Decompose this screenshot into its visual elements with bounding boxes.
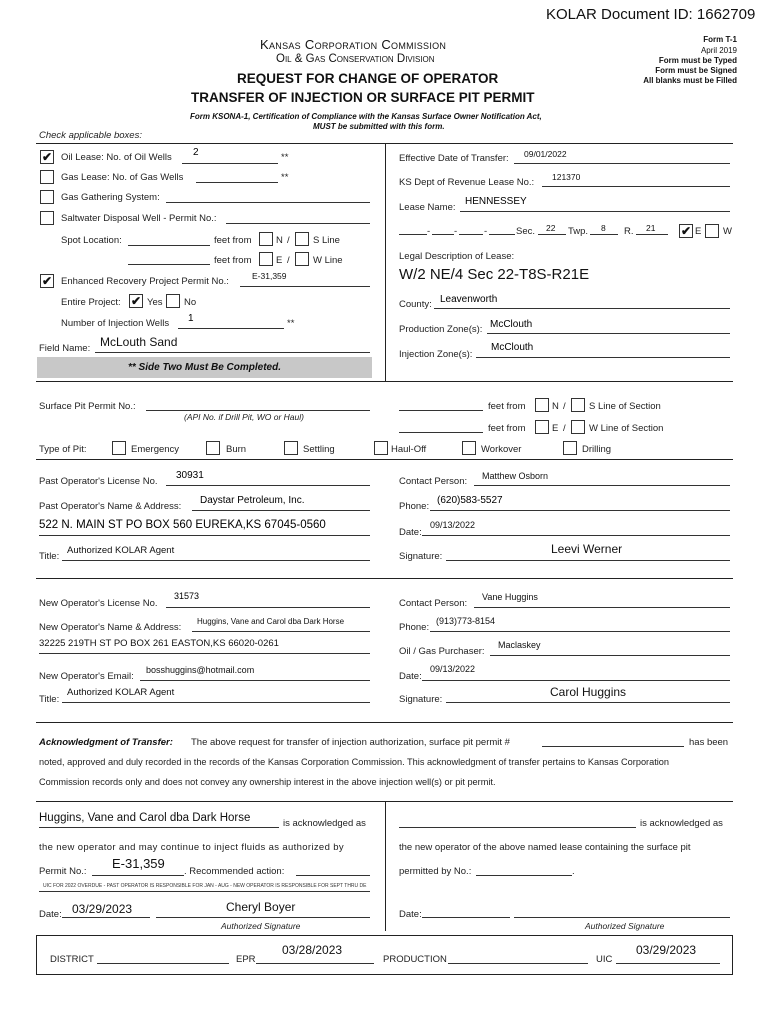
form-number: Form T-1	[703, 35, 737, 44]
saltwater-checkbox[interactable]	[40, 211, 54, 225]
oil-lease-checkbox[interactable]: ✔	[41, 150, 53, 164]
pit-w-checkbox[interactable]	[571, 420, 585, 434]
production-zone-value[interactable]: McClouth	[490, 319, 533, 330]
surface-pit-label: Surface Pit Permit No.:	[39, 401, 136, 412]
pit-e-checkbox[interactable]	[535, 420, 549, 434]
form-date: April 2019	[700, 46, 737, 55]
spot-n-label: N	[276, 235, 283, 246]
new-license-label: New Operator's License No.	[39, 598, 158, 609]
pit-type-emergency-label: Emergency	[131, 444, 180, 455]
qtr-line-2	[432, 234, 454, 235]
new-email-line	[140, 680, 370, 681]
range-e-label: E	[695, 226, 702, 237]
county-label: County:	[399, 299, 432, 310]
spot-e-label: E	[276, 255, 283, 266]
injection-zone-label: Injection Zone(s):	[399, 349, 473, 360]
range-label: R.	[624, 226, 634, 237]
injection-wells-line	[178, 328, 284, 329]
oil-wells-line	[182, 163, 278, 164]
spot-s-label: S Line	[313, 235, 340, 246]
ack-right-date-label: Date:	[399, 909, 422, 920]
past-contact-line	[474, 485, 730, 486]
form-subtitle-1: Form KSONA-1, Certification of Compliance with the Kansas Surface Owner Notification Act,	[190, 112, 542, 121]
ack-text-3: Commission records only and does not convey any ownership interest in the above injection well(s) or pit permit.	[39, 777, 496, 787]
ack-permit-no-line	[92, 875, 184, 876]
new-signature-value[interactable]: Carol Huggins	[550, 685, 627, 699]
ack-right-auth-sig: Authorized Signature	[585, 921, 665, 931]
epr-label: EPR	[236, 954, 256, 965]
section-bottom-rule	[36, 381, 733, 382]
ack-left-auth-sig: Authorized Signature	[221, 921, 301, 931]
spot-e-checkbox[interactable]	[259, 252, 273, 266]
ack-permit-value[interactable]: E-31,359	[112, 856, 165, 871]
oil-wells-value[interactable]: 2	[193, 147, 199, 158]
range-w-checkbox[interactable]	[705, 224, 719, 238]
past-name-value[interactable]: Daystar Petroleum, Inc.	[200, 495, 305, 506]
spot-w-label: W Line	[313, 255, 343, 266]
legal-description-label: Legal Description of Lease:	[399, 251, 515, 262]
document-id: KOLAR Document ID: 1662709	[546, 6, 756, 23]
ack-fine-print-line	[39, 891, 370, 892]
pit-type-emergency-checkbox[interactable]	[112, 441, 126, 455]
ack-text-1: The above request for transfer of injection authorization, surface pit permit #	[191, 737, 510, 748]
past-date-label: Date:	[399, 527, 422, 538]
injection-zone-value[interactable]: McClouth	[491, 342, 534, 353]
sec-line	[538, 234, 566, 235]
county-value[interactable]: Leavenworth	[440, 294, 498, 305]
new-license-value[interactable]: 31573	[174, 591, 200, 601]
ack-left-date-value[interactable]: 03/29/2023	[72, 902, 133, 916]
pit-s-checkbox[interactable]	[571, 398, 585, 412]
ack-has-been: has been	[689, 737, 729, 748]
division-name: Oil & Gas Conservation Division	[276, 53, 435, 65]
new-contact-label: Contact Person:	[399, 598, 468, 609]
ack-left-name-line	[39, 827, 279, 828]
pit-e-label: E	[552, 423, 559, 434]
production-label: PRODUCTION	[383, 954, 447, 965]
oil-lease-label: Oil Lease: No. of Oil Wells	[61, 152, 172, 163]
pit-type-hauloff-label: Haul-Off	[391, 444, 427, 455]
pit-ew-line	[399, 432, 483, 433]
new-email-value[interactable]: bosshuggins@hotmail.com	[146, 665, 255, 675]
form-subtitle-2: MUST be submitted with this form.	[313, 122, 445, 131]
uic-line	[616, 963, 720, 964]
slash-separator: /	[563, 401, 566, 412]
new-license-line	[166, 607, 370, 608]
oil-wells-stars: **	[281, 152, 289, 163]
production-zone-line	[487, 333, 730, 334]
county-line	[434, 308, 730, 309]
pit-w-label: W Line of Section	[589, 423, 664, 434]
range-value[interactable]: 21	[646, 223, 656, 233]
uic-label: UIC	[596, 954, 613, 965]
new-purchaser-value[interactable]: Maclaskey	[498, 640, 541, 650]
twp-line	[590, 234, 618, 235]
spot-ew-line	[128, 264, 210, 265]
spot-n-checkbox[interactable]	[259, 232, 273, 246]
slash-separator: /	[563, 423, 566, 434]
new-date-value[interactable]: 09/13/2022	[430, 664, 476, 674]
ack-text-2: noted, approved and duly recorded in the records of the Kansas Corporation Commission. This acknowledgment of transfer pertains to Kansas Corporation	[39, 757, 670, 767]
effective-date-line	[514, 163, 730, 164]
past-phone-line	[430, 510, 730, 511]
ack-left-is-acknowledged: is acknowledged as	[283, 818, 366, 829]
spot-ns-feet-from: feet from	[214, 235, 252, 246]
past-title-line	[62, 560, 370, 561]
form-note-signed: Form must be Signed	[655, 66, 737, 75]
new-email-label: New Operator's Email:	[39, 671, 134, 682]
section-divider	[385, 143, 386, 381]
past-name-line	[192, 510, 370, 511]
past-name-label: Past Operator's Name & Address:	[39, 501, 182, 512]
ack-left-date-line	[62, 917, 150, 918]
gas-gathering-line	[166, 202, 370, 203]
new-address-value[interactable]: 32225 219TH ST PO BOX 261 EASTON,KS 66020-0261	[39, 638, 279, 649]
ack-left-name[interactable]: Huggins, Vane and Carol dba Dark Horse	[39, 812, 251, 824]
pit-type-settling-label: Settling	[303, 444, 335, 455]
new-phone-value[interactable]: (913)773-8154	[436, 616, 496, 626]
form-note-filled: All blanks must be Filled	[643, 76, 737, 85]
pit-type-workover-checkbox[interactable]	[462, 441, 476, 455]
ack-left-sig-line	[156, 917, 370, 918]
legal-description-value[interactable]: W/2 NE/4 Sec 22-T8S-R21E	[399, 266, 590, 283]
spot-ns-line	[128, 245, 210, 246]
new-title-value[interactable]: Authorized KOLAR Agent	[67, 687, 175, 698]
form-title-2: TRANSFER OF INJECTION OR SURFACE PIT PERMIT	[191, 90, 535, 105]
uic-date[interactable]: 03/29/2023	[636, 943, 697, 957]
saltwater-line	[226, 223, 370, 224]
entire-yes-checkbox[interactable]: ✔	[130, 294, 142, 308]
api-note: (API No. if Drill Pit, WO or Haul)	[184, 412, 304, 422]
pit-n-checkbox[interactable]	[535, 398, 549, 412]
past-title-value[interactable]: Authorized KOLAR Agent	[67, 545, 175, 556]
past-title-label: Title:	[39, 551, 60, 562]
qtr-line-4	[489, 234, 515, 235]
entire-yes-label: Yes	[147, 297, 163, 308]
gas-gathering-checkbox[interactable]	[40, 190, 54, 204]
pit-type-workover-label: Workover	[481, 444, 522, 455]
past-license-label: Past Operator's License No.	[39, 476, 158, 487]
ack-split-divider	[385, 801, 386, 931]
pit-ns-feet-from: feet from	[488, 401, 526, 412]
past-date-value[interactable]: 09/13/2022	[430, 520, 476, 530]
past-bottom-rule	[36, 578, 733, 579]
ack-left-date-label: Date:	[39, 909, 62, 920]
field-name-value[interactable]: McLouth Sand	[100, 335, 178, 349]
entire-project-label: Entire Project:	[61, 297, 121, 308]
ack-permit-label: Permit No.:	[39, 866, 87, 877]
new-phone-line	[430, 631, 730, 632]
qtr-line-3	[459, 234, 483, 235]
ack-right-is-acknowledged: is acknowledged as	[640, 818, 723, 829]
ack-permitted-line	[476, 875, 572, 876]
injection-wells-value[interactable]: 1	[188, 313, 194, 324]
new-name-line	[192, 631, 370, 632]
entire-no-checkbox[interactable]	[166, 294, 180, 308]
ack-heading: Acknowledgment of Transfer:	[39, 737, 173, 748]
past-signature-value[interactable]: Leevi Werner	[551, 542, 623, 556]
enhanced-recovery-label: Enhanced Recovery Project Permit No.:	[61, 276, 229, 287]
period-mark: .	[572, 866, 575, 877]
ack-recommended-label: . Recommended action:	[184, 866, 285, 877]
range-e-checkbox[interactable]: ✔	[680, 224, 692, 238]
enhanced-permit-value[interactable]: E-31,359	[252, 271, 287, 281]
new-signature-label: Signature:	[399, 694, 443, 705]
injection-wells-stars: **	[287, 318, 295, 329]
qtr-dash: -	[427, 226, 431, 237]
ack-fine-print: UIC FOR 2022 OVERDUE - PAST OPERATOR IS RESPONSIBLE FOR JAN - AUG - NEW OPERATOR IS RESPONSIBLE FOR SEPT THRU DE	[43, 883, 367, 889]
new-phone-label: Phone:	[399, 622, 430, 633]
past-license-line	[166, 485, 370, 486]
new-purchaser-label: Oil / Gas Purchaser:	[399, 646, 485, 657]
twp-value[interactable]: 8	[601, 223, 606, 233]
injection-wells-label: Number of Injection Wells	[61, 318, 170, 329]
gas-wells-line	[196, 182, 278, 183]
new-signature-line	[446, 702, 730, 703]
spot-w-checkbox[interactable]	[295, 252, 309, 266]
check-boxes-label: Check applicable boxes:	[39, 130, 142, 141]
pit-type-settling-checkbox[interactable]	[284, 441, 298, 455]
ack-left-text: the new operator and may continue to inject fluids as authorized by	[39, 842, 344, 853]
production-line	[448, 963, 588, 964]
new-name-value[interactable]: Huggins, Vane and Carol dba Dark Horse	[197, 617, 345, 626]
side-two-banner	[37, 357, 372, 378]
past-signature-label: Signature:	[399, 551, 443, 562]
sec-label: Sec.	[516, 226, 536, 237]
form-title-1: REQUEST FOR CHANGE OF OPERATOR	[237, 71, 499, 86]
new-contact-value[interactable]: Vane Huggins	[482, 592, 538, 602]
pit-type-hauloff-checkbox[interactable]	[374, 441, 388, 455]
effective-date-label: Effective Date of Transfer:	[399, 153, 509, 164]
twp-label: Twp.	[568, 226, 589, 237]
saltwater-label: Saltwater Disposal Well - Permit No.:	[61, 213, 217, 224]
pit-s-label: S Line of Section	[589, 401, 661, 412]
pit-type-burn-checkbox[interactable]	[206, 441, 220, 455]
slash-separator: /	[287, 255, 290, 266]
gas-wells-stars: **	[281, 172, 289, 183]
pit-ew-feet-from: feet from	[488, 423, 526, 434]
ack-permit-line	[542, 746, 684, 747]
new-purchaser-line	[490, 655, 730, 656]
new-name-label: New Operator's Name & Address:	[39, 622, 182, 633]
pit-type-drilling-label: Drilling	[582, 444, 612, 455]
injection-zone-line	[476, 357, 730, 358]
new-bottom-rule	[36, 722, 733, 723]
new-contact-line	[474, 607, 730, 608]
ack-right-sig-line	[514, 917, 730, 918]
past-signature-line	[446, 560, 730, 561]
new-title-line	[62, 702, 370, 703]
side-two-text: ** Side Two Must Be Completed.	[128, 362, 281, 373]
past-address-line	[39, 535, 370, 536]
past-date-line	[422, 535, 730, 536]
lease-name-value[interactable]: HENNESSEY	[465, 196, 527, 207]
new-date-line	[422, 680, 730, 681]
qtr-line-1	[399, 234, 427, 235]
ack-left-signature[interactable]: Cheryl Boyer	[226, 900, 296, 914]
ack-recommended-line	[296, 875, 370, 876]
qtr-dash: -	[454, 226, 458, 237]
gas-lease-checkbox[interactable]	[40, 170, 54, 184]
sec-value[interactable]: 22	[546, 223, 556, 233]
pit-type-drilling-checkbox[interactable]	[563, 441, 577, 455]
pit-ns-line	[399, 410, 483, 411]
ack-permitted-label: permitted by No.:	[399, 866, 472, 877]
effective-date-value[interactable]: 09/01/2022	[524, 149, 567, 159]
slash-separator: /	[287, 235, 290, 246]
new-title-label: Title:	[39, 694, 60, 705]
epr-date[interactable]: 03/28/2023	[282, 943, 343, 957]
past-address-value[interactable]: 522 N. MAIN ST PO BOX 560 EUREKA,KS 67045-0560	[39, 519, 326, 531]
past-phone-value[interactable]: (620)583-5527	[437, 495, 503, 506]
ack-right-text: the new operator of the above named lease containing the surface pit	[399, 842, 691, 853]
production-zone-label: Production Zone(s):	[399, 324, 483, 335]
surface-pit-line	[146, 410, 370, 411]
range-line	[636, 234, 668, 235]
past-contact-value[interactable]: Matthew Osborn	[482, 471, 549, 481]
lease-name-line	[460, 211, 730, 212]
district-label: DISTRICT	[50, 954, 94, 965]
spot-s-checkbox[interactable]	[295, 232, 309, 246]
spot-ew-feet-from: feet from	[214, 255, 252, 266]
spot-location-label: Spot Location:	[61, 235, 122, 246]
ack-right-date-line	[422, 917, 510, 918]
district-line	[97, 963, 229, 964]
gas-gathering-label: Gas Gathering System:	[61, 192, 160, 203]
enhanced-permit-line	[240, 286, 370, 287]
lease-name-label: Lease Name:	[399, 202, 456, 213]
pit-type-burn-label: Burn	[226, 444, 247, 455]
epr-line	[256, 963, 374, 964]
agency-name: Kansas Corporation Commission	[260, 37, 447, 52]
past-phone-label: Phone:	[399, 501, 430, 512]
ack-right-name-line	[399, 827, 636, 828]
pit-bottom-rule	[36, 459, 733, 460]
field-name-label: Field Name:	[39, 343, 91, 354]
gas-lease-label: Gas Lease: No. of Gas Wells	[61, 172, 184, 183]
ksdor-value[interactable]: 121370	[552, 172, 581, 182]
field-name-line	[95, 352, 370, 353]
pit-type-label: Type of Pit:	[39, 444, 87, 455]
qtr-dash: -	[484, 226, 488, 237]
new-address-line	[39, 653, 370, 654]
entire-no-label: No	[184, 297, 197, 308]
range-w-label: W	[723, 226, 732, 237]
form-note-typed: Form must be Typed	[658, 56, 737, 65]
past-license-value[interactable]: 30931	[176, 470, 204, 481]
pit-n-label: N	[552, 401, 559, 412]
ksdor-line	[542, 186, 730, 187]
enhanced-recovery-checkbox[interactable]: ✔	[41, 274, 53, 288]
past-contact-label: Contact Person:	[399, 476, 468, 487]
ksdor-label: KS Dept of Revenue Lease No.:	[399, 177, 535, 188]
new-date-label: Date:	[399, 671, 422, 682]
